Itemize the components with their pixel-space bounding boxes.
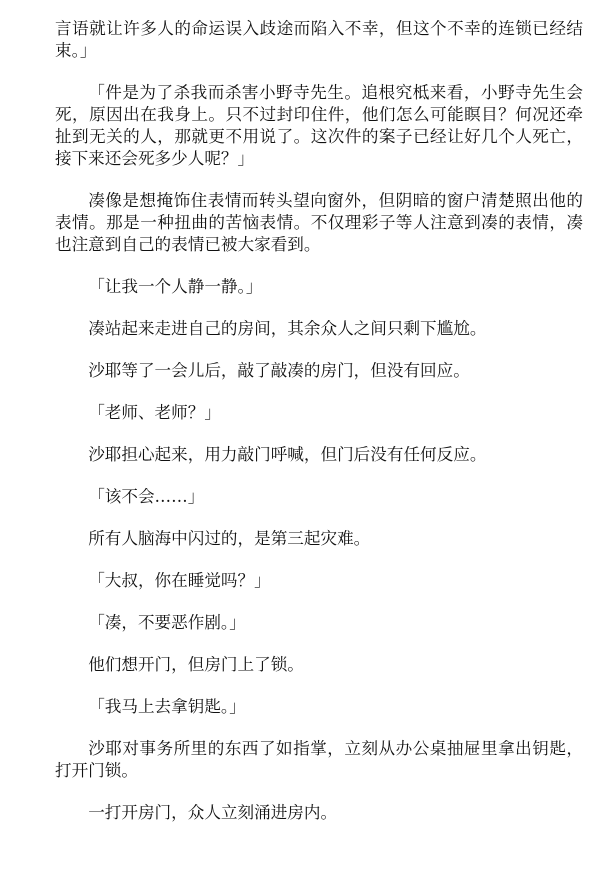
paragraph-narration: 他们想开门，但房门上了锁。 (88, 655, 304, 674)
paragraph-dialogue: 「我马上去拿钥匙。」 (88, 697, 246, 716)
paragraph-dialogue: 「该不会……」 (88, 487, 205, 506)
paragraph-minato-window: 凑像是想掩饰住表情而转头望向窗外，但阴暗的窗户清楚照出他的表情。那是一种扭曲的苦恼表情。不仅理彩子等人注意到凑的表情，凑也注意到自己的表情已被大家看到。 (55, 191, 583, 254)
paragraph-narration: 沙耶担心起来，用力敲门呼喊，但门后没有任何反应。 (88, 445, 487, 464)
paragraph-narration: 沙耶等了一会儿后，敲了敲凑的房门，但没有回应。 (88, 361, 470, 380)
paragraph-dialogue: 「老师、老师？」 (88, 403, 221, 422)
paragraph-narration: 沙耶对事务所里的东西了如指掌，立刻从办公桌抽屉里拿出钥匙，打开门锁。 (55, 739, 583, 780)
paragraph-narration: 所有人脑海中闪过的，是第三起灾难。 (88, 529, 371, 548)
paragraph-dialogue: 「大叔，你在睡觉吗？」 (88, 571, 271, 590)
paragraph-narration: 凑站起来走进自己的房间，其余众人之间只剩下尴尬。 (88, 319, 487, 338)
paragraph-dialogue: 「凑，不要恶作剧。」 (88, 613, 246, 632)
paragraph-minato-speech: 「件是为了杀我而杀害小野寺先生。追根究柢来看，小野寺先生会死，原因出在我身上。只不过封印住件，他们怎么可能瞑目？何况还牵扯到无关的人，那就更不用说了。这次件的案子已经让好几个人死亡，接下来还会死多少人呢？」 (55, 83, 583, 168)
paragraph-narration: 一打开房门，众人立刻涌进房内。 (88, 803, 338, 822)
paragraph-continuation: 言语就让许多人的命运误入歧途而陷入不幸，但这个不幸的连锁已经结束。」 (55, 19, 583, 60)
novel-page (55, 18, 583, 844)
paragraph-dialogue: 「让我一个人静一静。」 (88, 277, 263, 296)
